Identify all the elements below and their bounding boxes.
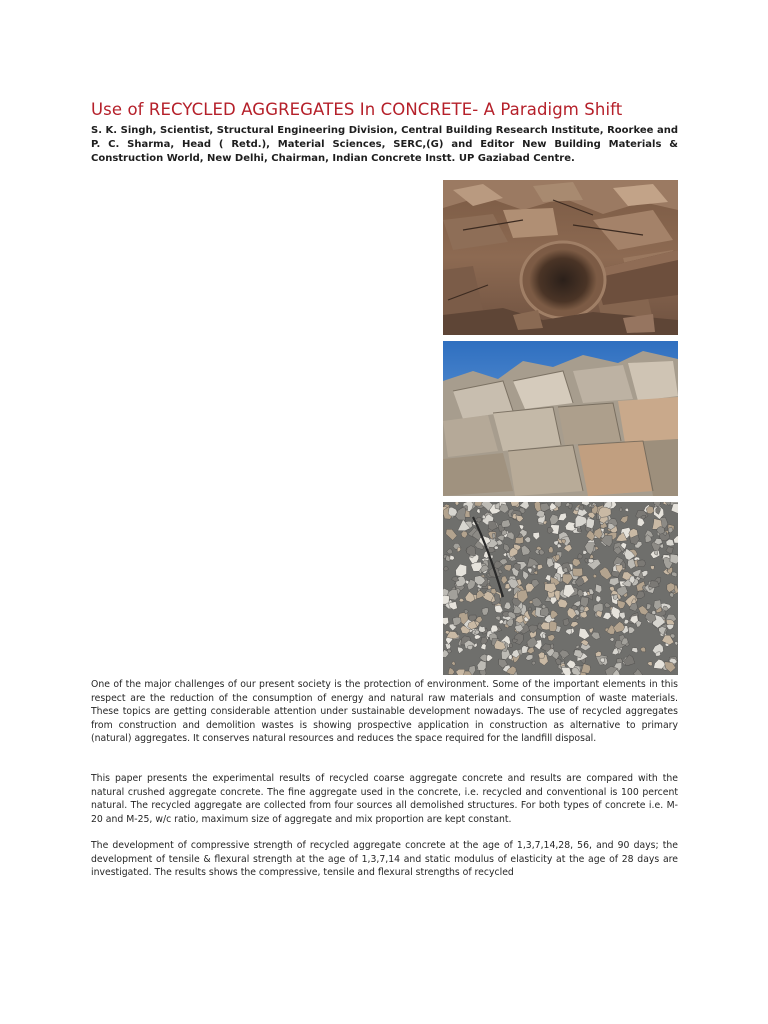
body-paragraph: One of the major challenges of our present society is the protection of environment. Some of the important elements in this respect are the reduction of the consumption of energy and natural raw materials and consumption of waste materials. These topics are getting considerable attention under sustainable development nowadays. The use of recycled aggregates from construction and demolition wastes is showing prospective application in construction as alternative to primary (natural) aggregates. It conserves natural resources and reduces the space required for the landfill disposal. (91, 679, 678, 745)
demolition-rubble-photo (443, 180, 678, 335)
body-paragraph: This paper presents the experimental results of recycled coarse aggregate concrete and results are compared with the natural crushed aggregate concrete. The fine aggregate used in the concrete, i.e. recycled and conventional is 100 percent natural. The recycled aggregate are collected from four sources all demolished structures. For both types of concrete i.e. M-20 and M-25, w/c ratio, maximum size of aggregate and mix proportion are kept constant. (91, 773, 678, 825)
body-paragraph: The development of compressive strength of recycled aggregate concrete at the age of 1,3,7,14,28, 56, and 90 days; the development of tensile & flexural strength at the age of 1,3,7,14 and static modulus of elasticity at the age of 28 days are investigated. The results shows the compressive, tensile and flexural strengths of recycled (91, 840, 678, 879)
page-title: Use of RECYCLED AGGREGATES In CONCRETE- A Paradigm Shift (91, 100, 623, 120)
broken-concrete-slabs-photo (443, 341, 678, 496)
author-affiliations: S. K. Singh, Scientist, Structural Engineering Division, Central Building Research Institute, Roorkee and P. C. Sharma, Head ( Retd.), Material Sciences, SERC,(G) and Editor New Building Materials & Construction World, New Delhi, Chairman, Indian Concrete Instt. UP Gaziabad Centre. (91, 125, 678, 164)
crushed-aggregate-photo (443, 502, 678, 675)
